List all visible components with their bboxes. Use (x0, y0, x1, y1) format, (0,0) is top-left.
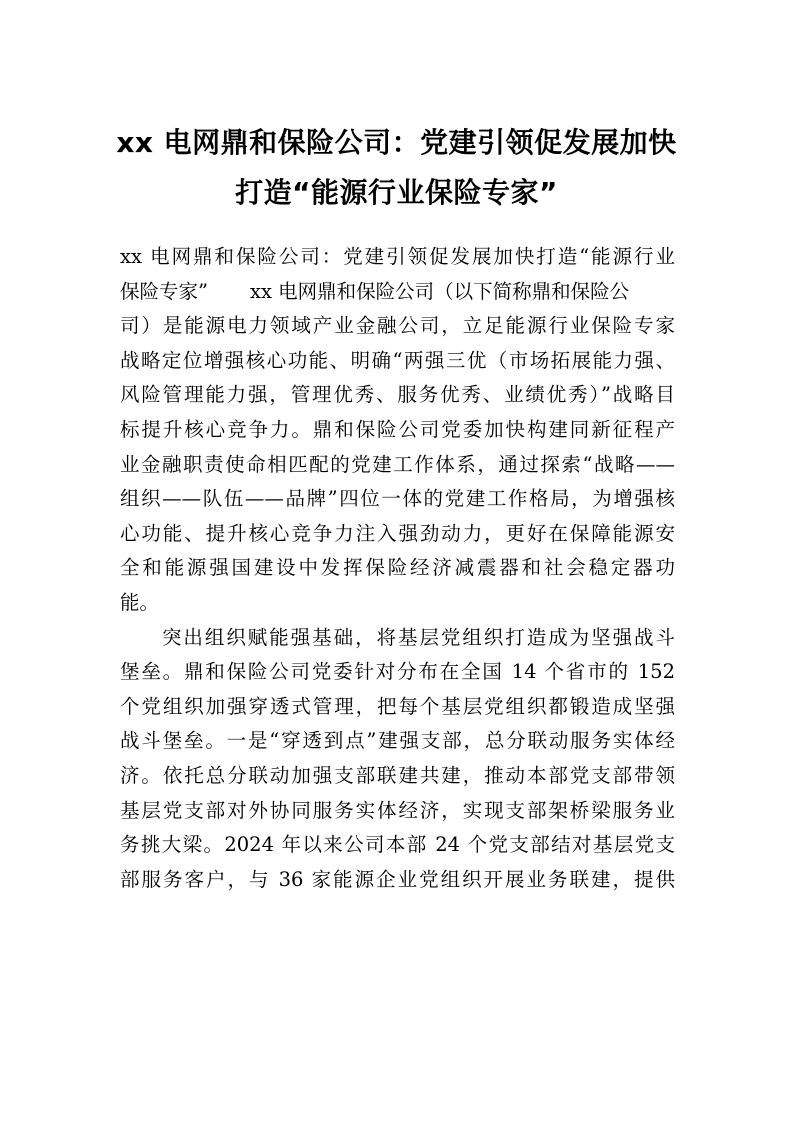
paragraph-line: 组织——队伍——品牌”四位一体的党建工作格局，为增强核 (120, 487, 675, 511)
paragraph-line (120, 275, 675, 310)
paragraph-line (120, 621, 675, 656)
document-body (120, 240, 675, 897)
paragraph-line: 部服务客户，与 36 家能源企业党组织开展业务联建，提供 (120, 867, 675, 891)
paragraph-line: 全和能源强国建设中发挥保险经济减震器和社会稳定器功 (120, 556, 675, 580)
paragraph-line-segment: 保险专家” (120, 279, 208, 303)
paragraph-line-segment: 突出组织赋能强基础，将基层党组织打造成为坚强战斗 (160, 625, 675, 649)
paragraph-2 (120, 621, 675, 898)
paragraph-line: 个党组织加强穿透式管理，把每个基层党组织都锻造成坚强 (120, 694, 675, 718)
paragraph-line: 战斗堡垒。一是“穿透到点”建强支部，总分联动服务实体经 (120, 729, 675, 753)
paragraph-line: 基层党支部对外协同服务实体经济，实现支部架桥梁服务业 (120, 798, 675, 822)
document-title (110, 118, 683, 218)
paragraph-line: xx 电网鼎和保险公司：党建引领促发展加快打造“能源行业 (120, 245, 675, 268)
paragraph-line: 能。 (120, 590, 160, 614)
paragraph-line: 心功能、提升核心竞争力注入强劲动力，更好在保障能源安 (120, 521, 675, 545)
title-line-1: xx 电网鼎和保险公司：党建引领促发展加快 (116, 126, 677, 159)
paragraph-line: 风险管理能力强，管理优秀、服务优秀、业绩优秀）”战略目 (120, 383, 675, 407)
title-line-2: 打造“能源行业保险专家” (235, 176, 558, 209)
paragraph-line-segment: xx 电网鼎和保险公司（以下简称鼎和保险公 (249, 279, 630, 303)
paragraph-line: 堡垒。鼎和保险公司党委针对分布在全国 14 个省市的 152 (120, 660, 675, 684)
paragraph-line: 业金融职责使命相匹配的党建工作体系，通过探索“战略—— (120, 452, 675, 476)
paragraph-line: 济。依托总分联动加强支部联建共建，推动本部党支部带领 (120, 763, 675, 787)
paragraph-line: 标提升核心竞争力。鼎和保险公司党委加快构建同新征程产 (120, 417, 675, 441)
paragraph-1 (120, 240, 675, 621)
paragraph-line: 战略定位增强核心功能、明确“两强三优（市场拓展能力强、 (120, 348, 675, 372)
paragraph-line: 务挑大梁。2024 年以来公司本部 24 个党支部结对基层党支 (120, 833, 675, 857)
paragraph-line: 司）是能源电力领域产业金融公司，立足能源行业保险专家 (120, 314, 675, 338)
